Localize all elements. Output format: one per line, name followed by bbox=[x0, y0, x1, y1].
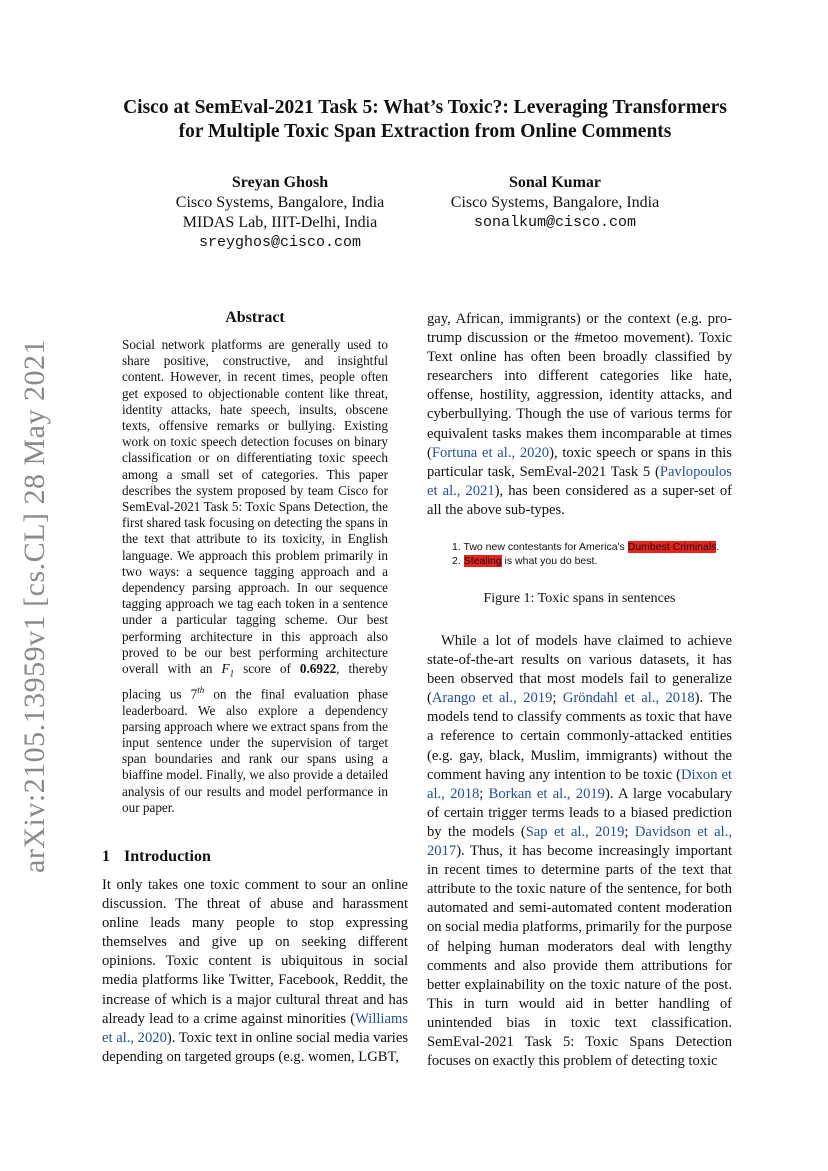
citation-separator: ; bbox=[552, 690, 563, 707]
figure-toxic-spans bbox=[452, 540, 732, 568]
body-text: It only takes one toxic comment to sour an online discussion. The threat of abuse and harassment online leads many people to stop expressing themselves and give up on seeking different opinions. Toxic content is ubiquitous in social media platforms like Twitter, Facebook, Reddit, the increase of which is a major cultural threat and has already lead to a crime against minorities ( bbox=[102, 877, 408, 1027]
example-text: . bbox=[716, 541, 720, 553]
arxiv-id-text: arXiv:2105.13959v1 [cs.CL] 28 May 2021 bbox=[18, 339, 51, 873]
abstract-heading: Abstract bbox=[225, 309, 285, 326]
citation-separator: ; bbox=[624, 823, 635, 840]
section-title: Introduction bbox=[124, 848, 211, 865]
figure-caption: Figure 1: Toxic spans in sentences bbox=[483, 591, 676, 606]
author-email: sonalkum@cisco.com bbox=[473, 214, 637, 231]
toxic-span-highlight: Dumbest Criminals bbox=[627, 541, 717, 553]
body-text: ), has been considered as a super-set of all the above sub-types. bbox=[427, 482, 732, 518]
arxiv-identifier bbox=[10, 339, 60, 873]
body-text: ). Thus, it has become increasingly important in recent times to determine parts of the text that attribute to the toxic nature of the sentence, for both automated and semi-automated content moderation on social media platforms, primarily for the purpose of helping human moderators deal with lengthy comments and also provide them attributions for better explainability on the toxic nature of the post. This in turn would aid in better handling of unintended bias in toxic text classification. SemEval-2021 Task 5: Toxic Spans Detection focuses on exactly this problem of detecting toxic bbox=[427, 843, 732, 1070]
citation-link[interactable]: Borkan et al., 2019 bbox=[488, 785, 605, 802]
citation-link[interactable]: Gröndahl et al., 2018 bbox=[562, 690, 695, 707]
example-text: 1. Two new contestants for America's bbox=[452, 541, 628, 553]
author-affiliation: Cisco Systems, Bangalore, India bbox=[450, 194, 660, 211]
citation-link[interactable]: Williams et al., 2020 bbox=[102, 1010, 408, 1046]
example-text: is what you do best. bbox=[501, 555, 598, 567]
author-affiliation: MIDAS Lab, IIIT-Delhi, India bbox=[182, 214, 378, 231]
right-column-paragraph-2 bbox=[427, 632, 732, 1071]
author-block-2 bbox=[430, 173, 680, 233]
author-name: Sonal Kumar bbox=[508, 174, 601, 191]
citation-link[interactable]: Davidson et al., 2017 bbox=[427, 823, 732, 860]
body-text: ), toxic speech or spans in this particular task, SemEval-2021 Task 5 ( bbox=[427, 444, 732, 480]
author-block-1 bbox=[160, 173, 400, 253]
title-line-1: Cisco at SemEval-2021 Task 5: What’s Toxic?: Leveraging Transformers bbox=[123, 97, 727, 118]
body-text: gay, African, immigrants) or the context (e.g. pro-trump discussion or the #metoo movement). Toxic Text online has often been broadly classified by researchers into different categories like hate, offense, hostility, aggression, identity attacks, and cyberbullying. Though the use of various terms for equivalent tasks makes them incomparable at times ( bbox=[427, 311, 732, 461]
f1-symbol bbox=[221, 661, 235, 679]
f1-letter: F bbox=[221, 661, 230, 677]
right-column-paragraph-1 bbox=[427, 310, 732, 520]
body-text: ). Toxic text in online social media varies depending on targeted groups (e.g. women, LGBT, bbox=[102, 1029, 408, 1065]
rank-superscript: th bbox=[197, 684, 205, 695]
body-text: ). The models tend to classify comments as toxic that have a reference to certain commonly-attacked entities (e.g. gay, black, Muslim, immigrants) without the comment having any intention to be toxic ( bbox=[427, 690, 732, 783]
best-score: 0.6922 bbox=[299, 661, 337, 677]
figure-example-1 bbox=[452, 540, 732, 554]
citation-link[interactable]: Fortuna et al., 2020 bbox=[431, 444, 550, 461]
abstract-part: on the final evaluation phase leaderboard. We also explore a dependency parsing approach where we extract spans from the input sentence under the supervision of target span boundaries and rank our spans using a biaffine model. Finally, we also provide a detailed analysis of our results and model performance in our paper. bbox=[122, 686, 388, 815]
citation-link[interactable]: Dixon et al., 2018 bbox=[427, 766, 732, 802]
body-text: ). A large vocabulary of certain trigger terms leads to a biased prediction by the models ( bbox=[427, 785, 732, 840]
paper-title bbox=[90, 96, 760, 144]
figure-example-2 bbox=[452, 554, 732, 568]
author-name: Sreyan Ghosh bbox=[231, 174, 329, 191]
abstract-part: Social network platforms are generally used to share positive, constructive, and insightful content. However, in recent times, people often get exposed to objectionable content like threat, identity attacks, hate speech, insults, obscene texts, offensive remarks or bullying. Existing work on toxic speech detection focuses on binary classification or on differentiating toxic speech among a small set of categories. This paper describes the system proposed by team Cisco for SemEval-2021 Task 5: Toxic Spans Detection, the first shared task focusing on detecting the spans in the text that attribute to its toxicity, in English language. We approach this problem primarily in two ways: a sequence tagging approach and a dependency parsing approach. In our sequence tagging approach we tag each token in a sentence under a particular tagging scheme. Our best performing architecture in this approach also proved to be our best performing architecture overall with an bbox=[122, 337, 388, 677]
author-email: sreyghos@cisco.com bbox=[198, 234, 362, 251]
toxic-span-highlight: Stealing bbox=[463, 555, 502, 567]
citation-link[interactable]: Pavlopoulos et al., 2021 bbox=[427, 463, 732, 499]
abstract-text bbox=[122, 337, 388, 816]
section-number: 1 bbox=[102, 848, 110, 865]
citation-separator: ; bbox=[479, 785, 489, 802]
citation-link[interactable]: Arango et al., 2019 bbox=[431, 690, 553, 707]
f1-subscript: 1 bbox=[229, 668, 235, 679]
title-line-2: for Multiple Toxic Span Extraction from Online Comments bbox=[178, 121, 672, 142]
abstract-part: , thereby placing us 7 bbox=[122, 661, 388, 702]
section-heading-introduction bbox=[102, 848, 211, 866]
author-affiliation: Cisco Systems, Bangalore, India bbox=[175, 194, 385, 211]
introduction-paragraph bbox=[102, 876, 408, 1067]
body-text: While a lot of models have claimed to achieve state-of-the-art results on various datasets, it has been observed that most models fail to generalize ( bbox=[427, 633, 732, 707]
example-text: 2. bbox=[452, 555, 464, 567]
citation-link[interactable]: Sap et al., 2019 bbox=[525, 823, 625, 840]
abstract-part: score of bbox=[234, 661, 300, 677]
